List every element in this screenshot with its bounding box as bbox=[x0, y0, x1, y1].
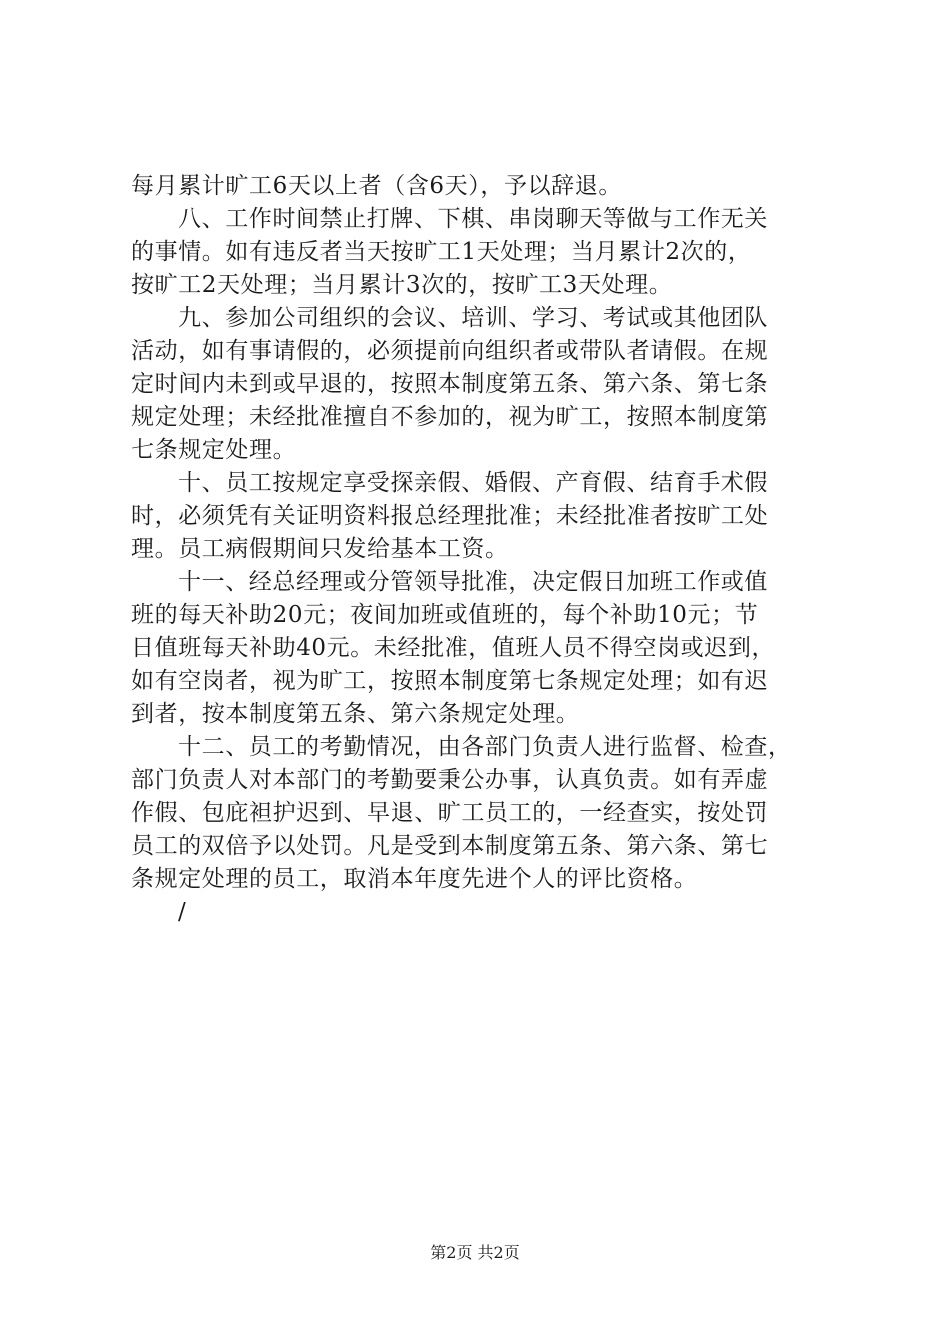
text-line: 十、员工按规定享受探亲假、婚假、产育假、结育手术假 bbox=[178, 470, 768, 496]
text-line: 七条规定处理。 bbox=[131, 437, 297, 463]
text-line: 十一、经总经理或分管领导批准，决定假日加班工作或值 bbox=[178, 569, 768, 595]
text-line: 班的每天补助20元；夜间加班或值班的，每个补助10元；节 bbox=[131, 602, 759, 628]
text-line: 理。员工病假期间只发给基本工资。 bbox=[131, 536, 509, 562]
text-line: 按旷工2天处理；当月累计3次的，按旷工3天处理。 bbox=[131, 272, 673, 298]
text-line: 时，必须凭有关证明资料报总经理批准；未经批准者按旷工处 bbox=[131, 503, 769, 529]
text-line: 九、参加公司组织的会议、培训、学习、考试或其他团队 bbox=[178, 305, 768, 331]
text-line: 十二、员工的考勤情况，由各部门负责人进行监督、检查， bbox=[178, 734, 792, 760]
text-line: 八、工作时间禁止打牌、下棋、串岗聊天等做与工作无关 bbox=[178, 206, 768, 232]
page-footer: 第2页 共2页 bbox=[430, 1243, 520, 1262]
text-line: 条规定处理的员工，取消本年度先进个人的评比资格。 bbox=[131, 866, 698, 892]
text-line: 活动，如有事请假的，必须提前向组织者或带队者请假。在规 bbox=[131, 338, 769, 364]
document-body bbox=[131, 170, 831, 929]
text-line: 定时间内未到或早退的，按照本制度第五条、第六条、第七条 bbox=[131, 371, 769, 397]
text-line: 每月累计旷工6天以上者（含6天），予以辞退。 bbox=[131, 173, 622, 199]
text-line: 员工的双倍予以处罚。凡是受到本制度第五条、第六条、第七 bbox=[131, 833, 769, 859]
text-line: 的事情。如有违反者当天按旷工1天处理；当月累计2次的， bbox=[131, 239, 752, 265]
text-line: / bbox=[178, 899, 187, 925]
text-line: 日值班每天补助40元。未经批准，值班人员不得空岗或迟到， bbox=[131, 635, 776, 661]
text-line: 如有空岗者，视为旷工，按照本制度第七条规定处理；如有迟 bbox=[131, 668, 769, 694]
text-line: 部门负责人对本部门的考勤要秉公办事，认真负责。如有弄虚 bbox=[131, 767, 769, 793]
text-line: 作假、包庇袒护迟到、早退、旷工员工的，一经查实，按处罚 bbox=[131, 800, 769, 826]
text-line: 规定处理；未经批准擅自不参加的，视为旷工，按照本制度第 bbox=[131, 404, 769, 430]
text-line: 到者，按本制度第五条、第六条规定处理。 bbox=[131, 701, 580, 727]
